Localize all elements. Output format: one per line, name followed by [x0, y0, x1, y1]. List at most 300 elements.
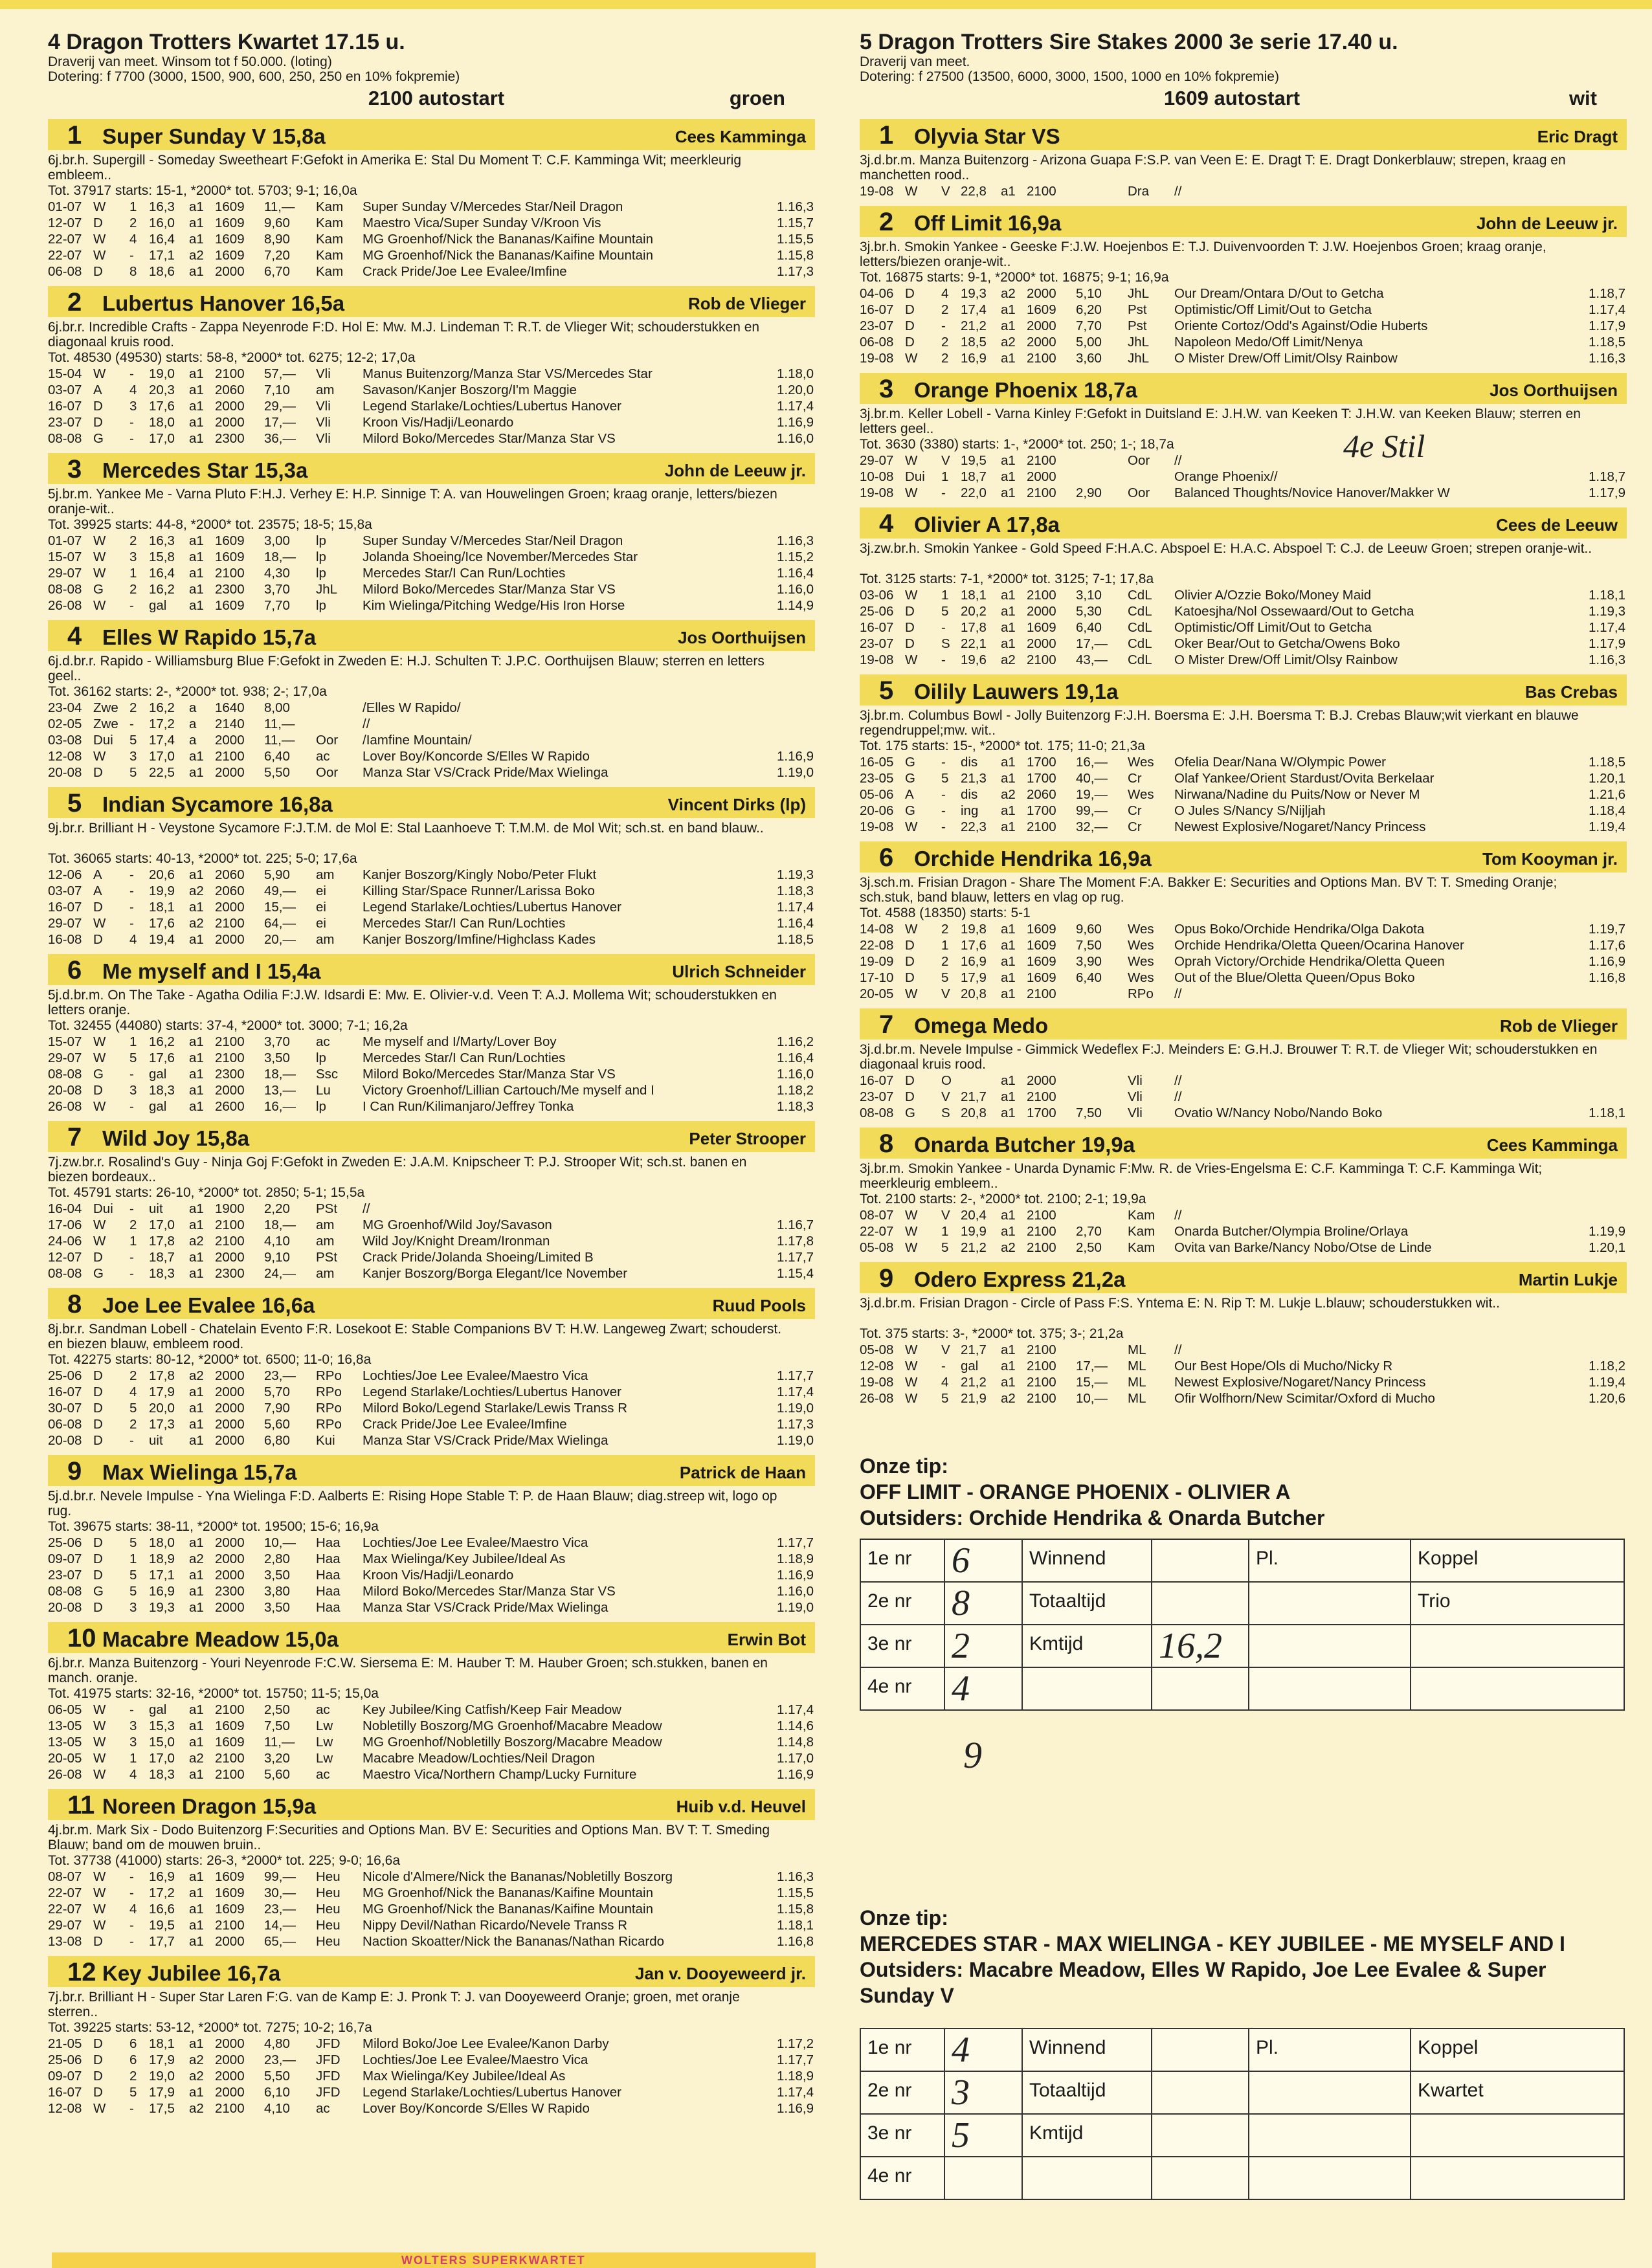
horse-pedigree: 4j.br.m. Mark Six - Dodo Buitenzorg F:Securities and Options Man. BV E: Securities and Options Man. BV T: T. Smeding Blauw; band om de mouwen bruin..	[48, 1823, 770, 1852]
form-distance: 2100	[1027, 588, 1056, 603]
form-track: D	[905, 954, 915, 969]
form-start: a1	[189, 2085, 204, 2100]
form-time: 18,9	[149, 1551, 175, 1566]
bet-handwritten-value	[1152, 1667, 1249, 1710]
form-place: 4	[941, 1375, 949, 1390]
form-row	[48, 1901, 847, 1917]
form-date: 29-07	[48, 1918, 82, 1933]
form-result: Kim Wielinga/Pitching Wedge/His Iron Horse	[363, 598, 625, 613]
form-start: a2	[1001, 335, 1016, 350]
form-place: -	[941, 485, 946, 500]
form-driver: JFD	[316, 2085, 340, 2100]
horse-header-band	[860, 1008, 1627, 1040]
form-winner-time: 1.19,0	[777, 1600, 814, 1615]
form-date: 29-07	[860, 453, 894, 468]
form-odds: 7,70	[264, 598, 290, 613]
form-time: 17,9	[149, 2052, 175, 2067]
form-start: a1	[189, 1433, 204, 1448]
form-time: 19,6	[961, 652, 987, 667]
form-winner-time: 1.17,9	[1589, 485, 1625, 500]
bet-place-label	[1249, 1667, 1411, 1710]
form-odds: 18,—	[264, 1217, 296, 1232]
bet-position-label: 4e nr	[860, 2157, 944, 2199]
form-start: a1	[1001, 819, 1016, 834]
form-distance: 2000	[215, 2069, 245, 2084]
form-driver: Pst	[1128, 302, 1147, 317]
form-table	[860, 1207, 1652, 1256]
form-place: 5	[129, 1568, 137, 1583]
form-date: 12-08	[48, 2101, 82, 2116]
form-time: 22,0	[961, 485, 987, 500]
horse-number: 1	[67, 121, 82, 150]
tip-outsiders-cont: Sunday V	[860, 1984, 954, 2007]
form-odds: 11,—	[264, 1735, 295, 1750]
form-row	[860, 937, 1652, 953]
horse-name: Olivier A 17,8a	[914, 513, 1060, 537]
form-time: 16,4	[149, 566, 175, 581]
form-result: Key Jubilee/King Catfish/Keep Fair Meadow	[363, 1702, 621, 1717]
form-driver	[316, 716, 363, 732]
form-row	[48, 1766, 847, 1783]
race-prize-money: Dotering: f 7700 (3000, 1500, 900, 600, 250, 250 en 10% fokpremie)	[48, 69, 460, 84]
form-result: Nobletilly Boszorg/MG Groenhof/Macabre Meadow	[363, 1718, 662, 1733]
form-track: D	[93, 900, 103, 915]
form-result: Maestro Vica/Northern Champ/Lucky Furniture	[363, 1767, 637, 1782]
form-place: -	[941, 620, 946, 635]
form-place: 2	[941, 954, 949, 969]
form-place: -	[129, 1099, 134, 1114]
form-time: 19,4	[149, 932, 175, 947]
horse-pedigree: 3j.d.br.m. Nevele Impulse - Gimmick Wedeflex F:J. Meinders E: G.H.J. Brouwer T: R.T. de Vlieger Wit; schouderstukken en diagonaal kruis rood.	[860, 1042, 1598, 1072]
form-result: Ovatio W/Nancy Nobo/Nando Boko	[1174, 1106, 1383, 1120]
form-winner-time: 1.16,8	[1589, 970, 1625, 985]
form-distance: 2000	[215, 900, 245, 915]
form-table	[860, 285, 1652, 366]
form-track: Dui	[93, 733, 113, 748]
form-driver: Haa	[316, 1535, 340, 1550]
form-time: 17,0	[149, 1217, 175, 1232]
form-date: 16-05	[860, 755, 894, 770]
form-winner-time: 1.18,5	[1589, 335, 1625, 350]
form-time: 17,0	[149, 749, 175, 764]
form-odds: 40,—	[1076, 771, 1108, 786]
form-result: Super Sunday V/Mercedes Star/Neil Dragon	[363, 199, 623, 214]
form-winner-time: 1.17,9	[1589, 318, 1625, 333]
form-date: 08-08	[48, 1067, 82, 1082]
form-driver	[1128, 469, 1174, 485]
form-start: a1	[1001, 469, 1016, 484]
form-start: a1	[189, 1767, 204, 1782]
horse-entry	[860, 373, 1627, 501]
race-5-column	[860, 30, 1627, 2200]
form-result: Manus Buitenzorg/Manza Star VS/Mercedes Star	[363, 366, 653, 381]
form-driver: ac	[316, 2101, 330, 2116]
form-start: a1	[1001, 954, 1016, 969]
form-result: Nippy Devil/Nathan Ricardo/Nevele Transs R	[363, 1918, 628, 1933]
form-time: 17,2	[149, 1885, 175, 1900]
form-driver: JhL	[1128, 335, 1150, 350]
form-row	[48, 1567, 847, 1583]
horse-pedigree: 3j.d.br.m. Manza Buitenzorg - Arizona Guapa F:S.P. van Veen E: E. Dragt T: E. Dragt Donkerblauw; strepen, kraag en manchetten rood..	[860, 153, 1566, 183]
form-row	[48, 899, 847, 915]
form-odds	[1076, 986, 1128, 1002]
form-driver: Vli	[316, 366, 331, 381]
horse-driver: Ulrich Schneider	[672, 962, 806, 981]
form-distance: 1609	[1027, 302, 1056, 317]
form-row	[48, 263, 847, 280]
form-winner-time: 1.16,3	[1589, 652, 1625, 667]
form-place: 1	[941, 469, 949, 484]
horse-header-band	[48, 1121, 815, 1152]
form-date: 23-07	[48, 415, 82, 430]
form-odds: 14,—	[264, 1918, 296, 1933]
form-place: -	[129, 431, 134, 446]
form-winner-time: 1.16,7	[777, 1217, 814, 1232]
form-result: Killing Star/Space Runner/Larissa Boko	[363, 884, 595, 898]
form-place: V	[941, 1342, 950, 1357]
form-date: 16-07	[48, 900, 82, 915]
form-date: 25-06	[48, 1368, 82, 1383]
form-row	[48, 915, 847, 931]
form-start: a2	[189, 916, 204, 931]
form-place: 1	[941, 938, 949, 953]
form-odds: 6,40	[264, 749, 290, 764]
form-driver: am	[316, 867, 335, 882]
form-time: 21,2	[961, 1240, 987, 1255]
form-odds: 2,80	[264, 1551, 290, 1566]
form-winner-time: 1.17,7	[777, 1535, 814, 1550]
form-driver: Kui	[316, 1433, 335, 1448]
bet-position-label: 2e nr	[860, 2071, 944, 2114]
form-time: 19,0	[149, 366, 175, 381]
form-track: W	[93, 598, 106, 613]
form-track: D	[93, 1401, 103, 1416]
form-driver: Oor	[316, 733, 339, 748]
form-result: Kroon Vis/Hadji/Leonardo	[363, 415, 514, 430]
horse-number: 2	[67, 288, 82, 317]
form-start: a1	[189, 1266, 204, 1281]
form-row	[860, 652, 1652, 668]
horse-header-band	[48, 1956, 815, 1987]
horse-pedigree: 3j.d.br.m. Frisian Dragon - Circle of Pass F:S. Yntema E: N. Rip T: M. Lukje L.blauw; schouderstukken wit..	[860, 1296, 1500, 1311]
form-time: ing	[961, 803, 979, 818]
form-result: Nicole d'Almere/Nick the Bananas/Nobletilly Boszorg	[363, 1869, 673, 1884]
form-track: A	[93, 383, 102, 397]
form-place: S	[941, 1106, 950, 1120]
form-odds: 9,10	[264, 1250, 290, 1265]
form-track: W	[93, 366, 106, 381]
bet-handwritten-pick: 8	[944, 1582, 1022, 1625]
form-track: W	[93, 1217, 106, 1232]
form-result: Jolanda Shoeing/Ice November/Mercedes Star	[363, 550, 638, 564]
form-winner-time: 1.21,6	[1589, 787, 1625, 802]
form-distance: 1609	[215, 1869, 245, 1884]
form-winner-time: 1.17,7	[777, 1368, 814, 1383]
form-driver: Wes	[1128, 954, 1154, 969]
tip-race-4	[860, 1905, 1627, 2008]
form-place: 5	[129, 2085, 137, 2100]
form-start: a1	[189, 1201, 204, 1216]
form-date: 03-08	[48, 733, 82, 748]
bet-handwritten-value	[1152, 1539, 1249, 1582]
form-winner-time: 1.16,9	[777, 1568, 814, 1583]
form-date: 19-08	[860, 485, 894, 500]
form-row	[48, 199, 847, 215]
form-driver: Kam	[316, 232, 344, 247]
form-time: 20,2	[961, 604, 987, 619]
form-start: a1	[189, 232, 204, 247]
form-winner-time	[777, 732, 847, 748]
form-distance: 2100	[1027, 1089, 1056, 1104]
horse-entry	[48, 1121, 815, 1282]
form-track: W	[905, 652, 918, 667]
form-winner-time: 1.17,7	[777, 1250, 814, 1265]
form-distance: 2000	[215, 1083, 245, 1098]
bet-combo-label	[1411, 2157, 1624, 2199]
form-start: a1	[1001, 922, 1016, 937]
form-distance: 2100	[215, 1751, 245, 1766]
form-time: 15,0	[149, 1735, 175, 1750]
form-winner-time: 1.17,6	[1589, 938, 1625, 953]
form-distance: 2100	[1027, 986, 1056, 1001]
form-result: Optimistic/Off Limit/Out to Getcha	[1174, 302, 1372, 317]
form-track: W	[93, 533, 106, 548]
form-result: Mercedes Star/I Can Run/Lochties	[363, 566, 566, 581]
form-distance: 2000	[215, 2052, 245, 2067]
form-distance: 2100	[1027, 184, 1056, 199]
form-date: 16-04	[48, 1201, 82, 1216]
form-distance: 2140	[215, 717, 245, 731]
form-distance: 2100	[1027, 1224, 1056, 1239]
form-time: 15,8	[149, 550, 175, 564]
form-result: Victory Groenhof/Lillian Cartouch/Me myself and I	[363, 1083, 654, 1098]
form-row	[48, 716, 847, 732]
form-driver: Pst	[1128, 318, 1147, 333]
form-distance: 2100	[1027, 351, 1056, 366]
form-start: a1	[1001, 485, 1016, 500]
horse-number: 6	[879, 843, 894, 872]
form-winner-time: 1.18,4	[1589, 803, 1625, 818]
form-distance: 2000	[215, 765, 245, 780]
form-row	[860, 1073, 1652, 1089]
tip-outsiders: Outsiders: Macabre Meadow, Elles W Rapido, Joe Lee Evalee & Super	[860, 1958, 1546, 1981]
form-distance: 2000	[215, 1417, 245, 1432]
form-driver: ML	[1128, 1359, 1146, 1373]
form-row	[48, 1098, 847, 1115]
bet-handwritten-pick: 5	[944, 2114, 1022, 2157]
form-row	[860, 285, 1652, 302]
form-place: -	[129, 900, 134, 915]
bet-place-label	[1249, 1582, 1411, 1625]
form-time: 17,7	[149, 1934, 175, 1949]
form-distance: 2100	[215, 1702, 245, 1717]
form-row	[860, 1089, 1652, 1105]
horse-entry	[860, 841, 1627, 1002]
form-distance: 2000	[1027, 469, 1056, 484]
horse-entry	[48, 1956, 815, 2117]
horse-driver: Cees de Leeuw	[1496, 515, 1618, 535]
form-place: 3	[129, 399, 137, 414]
form-winner-time	[777, 716, 847, 732]
horse-name: Key Jubilee 16,7a	[102, 1961, 281, 1985]
form-driver: Wes	[1128, 922, 1154, 937]
form-row	[860, 587, 1652, 603]
bet-handwritten-value: 16,2	[1152, 1625, 1249, 1667]
horse-number: 2	[879, 208, 894, 236]
form-row	[860, 786, 1652, 803]
form-start: a1	[189, 566, 204, 581]
form-time: 19,9	[149, 884, 175, 898]
form-row	[48, 1885, 847, 1901]
form-winner-time: 1.16,9	[777, 1767, 814, 1782]
form-date: 05-08	[860, 1240, 894, 1255]
form-time: 17,9	[149, 1384, 175, 1399]
form-table	[860, 921, 1652, 1002]
bet-row	[860, 2114, 1624, 2157]
form-date: 29-07	[48, 1051, 82, 1065]
form-track: Dui	[93, 1201, 113, 1216]
form-date: 05-06	[860, 787, 894, 802]
form-start: a1	[189, 1384, 204, 1399]
form-time: 17,8	[961, 620, 987, 635]
form-driver: ac	[316, 1034, 330, 1049]
horse-driver: Huib v.d. Heuvel	[676, 1797, 806, 1816]
form-odds: 3,80	[264, 1584, 290, 1599]
form-start: a1	[1001, 184, 1016, 199]
form-odds: 5,60	[264, 1767, 290, 1782]
form-start: a1	[1001, 620, 1016, 635]
form-result: MG Groenhof/Nick the Bananas/Kaifine Mountain	[363, 248, 653, 263]
form-odds: 7,90	[264, 1401, 290, 1416]
form-result: Kanjer Boszorg/Imfine/Highclass Kades	[363, 932, 596, 947]
form-distance: 1609	[215, 216, 245, 230]
form-winner-time	[1589, 452, 1652, 469]
form-odds: 65,—	[264, 1934, 296, 1949]
form-odds: 23,—	[264, 1368, 296, 1383]
form-track: D	[93, 2069, 103, 2084]
form-result: Olivier A/Ozzie Boko/Money Maid	[1174, 588, 1372, 603]
form-time: 16,2	[149, 582, 175, 597]
horse-driver: Erwin Bot	[727, 1630, 806, 1649]
form-start: a	[189, 733, 197, 748]
form-row	[860, 921, 1652, 937]
horse-header-band	[48, 453, 815, 484]
form-place: -	[129, 1201, 134, 1216]
form-driver: am	[316, 1217, 335, 1232]
form-time: 16,2	[149, 700, 175, 715]
horse-name: Me myself and I 15,4a	[102, 959, 321, 983]
form-time: 16,4	[149, 232, 175, 247]
form-place: 2	[129, 216, 137, 230]
bet-place-label	[1249, 2157, 1411, 2199]
form-driver: Haa	[316, 1551, 340, 1566]
form-result: //	[1174, 453, 1182, 468]
form-odds: 3,70	[264, 1034, 290, 1049]
bet-handwritten-value	[1152, 2157, 1249, 2199]
bet-position-label: 2e nr	[860, 1582, 944, 1625]
horse-number: 12	[67, 1958, 96, 1986]
form-start: a1	[189, 366, 204, 381]
form-distance: 1700	[1027, 803, 1056, 818]
form-distance: 2000	[215, 1551, 245, 1566]
form-track: W	[905, 1224, 918, 1239]
form-track: W	[905, 453, 918, 468]
horse-name: Off Limit 16,9a	[914, 211, 1062, 235]
horse-name: Oilily Lauwers 19,1a	[914, 680, 1119, 704]
form-result: Kroon Vis/Hadji/Leonardo	[363, 1568, 514, 1583]
form-start: a1	[189, 1918, 204, 1933]
form-track: W	[905, 1240, 918, 1255]
form-place: 1	[129, 1234, 137, 1249]
form-distance: 2060	[215, 867, 245, 882]
form-start: a1	[189, 1535, 204, 1550]
form-row	[48, 1265, 847, 1282]
form-driver: ei	[316, 916, 326, 931]
form-result: O Mister Drew/Off Limit/Olsy Rainbow	[1174, 652, 1398, 667]
form-winner-time	[777, 1201, 847, 1217]
form-place: -	[129, 1702, 134, 1717]
form-track: W	[905, 986, 918, 1001]
bet-type-label	[1022, 1667, 1152, 1710]
form-time: gal	[149, 1067, 167, 1082]
form-odds: 18,—	[264, 550, 296, 564]
form-distance: 2300	[215, 1067, 245, 1082]
form-track: W	[93, 248, 106, 263]
form-driver: Cr	[1128, 819, 1142, 834]
form-place: 5	[129, 1535, 137, 1550]
form-start: a1	[1001, 588, 1016, 603]
form-winner-time: 1.16,0	[777, 582, 814, 597]
form-odds: 36,—	[264, 431, 296, 446]
form-driver: PSt	[316, 1201, 338, 1216]
form-distance: 2000	[1027, 636, 1056, 651]
form-track: G	[93, 1584, 104, 1599]
horse-driver: Jos Oorthuijsen	[678, 628, 806, 647]
form-odds	[1076, 1342, 1128, 1358]
form-time: 19,9	[961, 1224, 987, 1239]
form-row	[48, 1702, 847, 1718]
form-row	[48, 1416, 847, 1432]
form-start: a2	[1001, 1391, 1016, 1406]
form-track: W	[905, 819, 918, 834]
form-table	[860, 452, 1652, 501]
form-row	[860, 1342, 1652, 1358]
form-distance: 2100	[1027, 1391, 1056, 1406]
form-place: -	[129, 916, 134, 931]
bet-type-label: Totaaltijd	[1022, 1582, 1152, 1625]
form-winner-time: 1.18,3	[777, 884, 814, 898]
form-result: Legend Starlake/Lochties/Lubertus Hanover	[363, 2085, 622, 2100]
form-result: //	[1174, 1342, 1182, 1357]
form-place: 6	[129, 2052, 137, 2067]
form-driver: RPo	[316, 1417, 342, 1432]
form-winner-time	[1589, 1089, 1652, 1105]
form-row	[48, 1734, 847, 1750]
form-time: 17,0	[149, 431, 175, 446]
form-row	[48, 597, 847, 614]
form-track: D	[905, 970, 915, 985]
form-track: D	[93, 1600, 103, 1615]
form-track: W	[93, 1902, 106, 1917]
form-time: 17,9	[149, 2085, 175, 2100]
form-winner-time: 1.16,3	[777, 199, 814, 214]
form-row	[860, 452, 1652, 469]
form-result: Oriente Cortoz/Odd's Against/Odie Huberts	[1174, 318, 1428, 333]
form-odds	[1076, 1073, 1128, 1089]
form-odds: 6,10	[264, 2085, 290, 2100]
bet-handwritten-pick: 3	[944, 2071, 1022, 2114]
form-start: a1	[189, 1250, 204, 1265]
